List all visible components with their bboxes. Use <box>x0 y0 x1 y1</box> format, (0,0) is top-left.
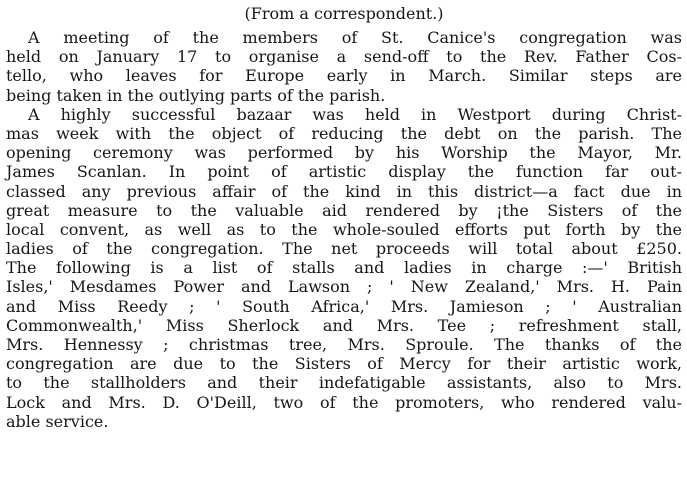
text-line: A highly successful bazaar was held in Westport during Christ- <box>28 104 682 124</box>
text-line: classed any previous affair of the kind in this district—a fact due in <box>6 181 682 201</box>
paragraph-1 <box>6 28 682 105</box>
text-line: to the stallholders and their indefatigable assistants, also to Mrs. <box>6 373 682 393</box>
paragraph-2 <box>6 105 682 431</box>
text-line: The following is a list of stalls and ladies in charge :—' British <box>6 258 682 278</box>
text-line: Lock and Mrs. D. O'Deill, two of the promoters, who rendered valu- <box>6 392 682 412</box>
text-line: and Miss Reedy ; ' South Africa,' Mrs. Jamieson ; ' Australian <box>6 296 682 316</box>
text-line: James Scanlan. In point of artistic display the function far out- <box>6 162 682 182</box>
newspaper-clipping <box>6 4 682 478</box>
text-line: ladies of the congregation. The net proceeds will total about £250. <box>6 239 682 259</box>
text-line: great measure to the valuable aid rendered by ¡the Sisters of the <box>6 200 682 220</box>
text-line: Mrs. Hennessy ; christmas tree, Mrs. Sproule. The thanks of the <box>6 335 682 354</box>
text-line: A meeting of the members of St. Canice's congregation was <box>28 28 682 47</box>
text-line: congregation are due to the Sisters of Mercy for their artistic work, <box>6 354 682 374</box>
text-line: tello, who leaves for Europe early in March. Similar steps are <box>6 66 682 86</box>
text-line: held on January 17 to organise a send-off to the Rev. Father Cos- <box>6 47 682 67</box>
text-line: Isles,' Mesdames Power and Lawson ; ' New Zealand,' Mrs. H. Pain <box>6 277 682 297</box>
text-line: being taken in the outlying parts of the parish. <box>6 85 386 105</box>
article-heading: (From a correspondent.) <box>244 4 444 23</box>
text-line: opening ceremony was performed by his Worship the Mayor, Mr. <box>6 143 682 163</box>
text-line: local convent, as well as to the whole-souled efforts put forth by the <box>6 219 682 239</box>
text-line: able service. <box>6 411 109 431</box>
text-line: Commonwealth,' Miss Sherlock and Mrs. Tee ; refreshment stall, <box>6 315 682 335</box>
text-line: mas week with the object of reducing the debt on the parish. The <box>6 123 682 143</box>
